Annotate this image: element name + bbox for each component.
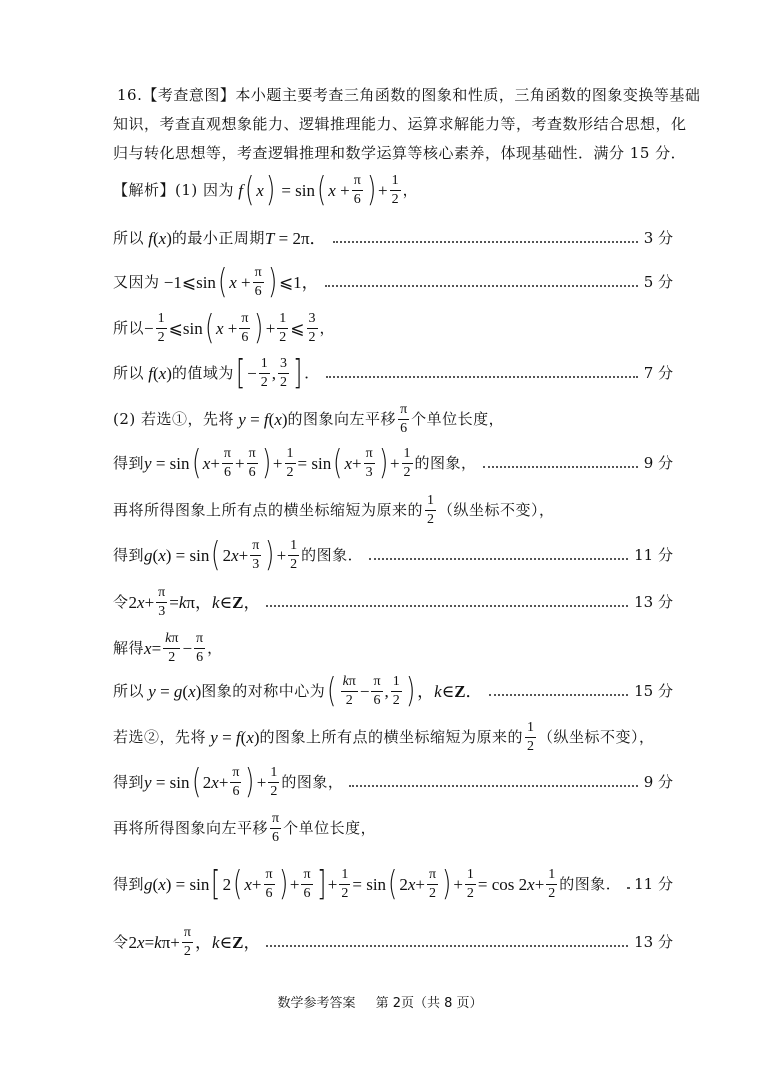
intro-line-2: 知识，考查直观想象能力、逻辑推理能力、运算求解能力等，考查数形结合思想，化 bbox=[113, 115, 687, 133]
step-14-suffix: 的图象， bbox=[281, 772, 344, 791]
step-17-label: 令 bbox=[113, 932, 129, 951]
step-12: 所以 y = g ( x ) 图象的对称中心为 ( $\frac{k\pi}{2}$ − $\frac{\pi}{6}$ , $\frac{1}{2}$ ) ， k ∈Z． 15 分 bbox=[113, 670, 673, 711]
step-10-label: 令 bbox=[113, 592, 129, 611]
score-15: 15 分 bbox=[634, 681, 673, 700]
step-12-text: 图象的对称中心为 bbox=[201, 681, 326, 700]
dot-leader bbox=[483, 466, 638, 468]
score-11b: 11 分 bbox=[634, 874, 673, 893]
score-9b: 9 分 bbox=[643, 772, 673, 791]
step-6-label: (2) 若选①，先将 bbox=[113, 409, 235, 428]
step-16: 得到 g ( x ) = sin [ 2 ( x + $\frac{\pi}{6}$ ) + $\frac{\pi}{6}$ ] + $\frac{1}{2}$ = sin ( 2 x + $\frac{\pi}{2}$ ) + $\frac{1}{2}$ = cos 2 x + $\frac{1}{2}$ 的图象． 11 分 bbox=[113, 863, 673, 904]
step-2-text: 的最小正周期 bbox=[171, 228, 265, 247]
step-2-label: 所以 bbox=[113, 228, 145, 247]
dot-leader bbox=[333, 241, 638, 243]
dot-leader bbox=[326, 376, 638, 378]
step-13-suffix: （纵坐标不变）， bbox=[538, 727, 655, 746]
step-16-label: 得到 bbox=[113, 874, 145, 893]
step-9: 得到 g ( x ) = sin ( 2 x + $\frac{\pi}{3}$ ) + $\frac{1}{2}$ 的图象． 11 分 bbox=[113, 534, 673, 575]
step-13-text: 的图象上所有点的横坐标缩短为原来的 bbox=[259, 727, 524, 746]
step-9-suffix: 的图象． bbox=[301, 545, 364, 564]
step-10: 令 2 x + $\frac{\pi}{3}$ = k π， k ∈Z， 13 分 bbox=[113, 585, 673, 619]
step-4-label: 所以 bbox=[113, 318, 145, 337]
score-13: 13 分 bbox=[634, 592, 673, 611]
intro-line-1: 16.【考查意图】本小题主要考查三角函数的图象和性质，三角函数的图象变换等基础 bbox=[117, 86, 701, 104]
dot-leader bbox=[325, 285, 638, 287]
dot-leader bbox=[266, 945, 628, 947]
step-3-label: 又因为 bbox=[113, 272, 160, 291]
step-8: 再将所得图象上所有点的横坐标缩短为原来的 $\frac{1}{2}$ （纵坐标不变）， bbox=[113, 493, 555, 527]
score-5: 5 分 bbox=[643, 272, 673, 291]
step-1: 【解析】(1) 因为 f ( x ) = sin ( x + $\frac{\pi}{6}$ ) + $\frac{1}{2}$ ， bbox=[113, 169, 419, 210]
step-8-suffix: （纵坐标不变）， bbox=[438, 500, 555, 519]
dot-leader bbox=[369, 558, 628, 560]
step-15-suffix: 个单位长度， bbox=[283, 818, 377, 837]
dot-leader bbox=[489, 694, 629, 696]
score-9: 9 分 bbox=[643, 453, 673, 472]
score-11: 11 分 bbox=[634, 545, 673, 564]
step-15: 再将所得图象向左平移 $\frac{\pi}{6}$ 个单位长度， bbox=[113, 811, 377, 845]
step-3: 又因为 −1⩽sin ( x + $\frac{\pi}{6}$ ) ⩽1， 5 分 bbox=[113, 261, 673, 302]
step-14-label: 得到 bbox=[113, 772, 145, 791]
intro-line-3: 归与转化思想等，考查逻辑推理和数学运算等核心素养，体现基础性．满分 15 分． bbox=[113, 144, 687, 162]
step-13-label: 若选②，先将 bbox=[113, 727, 207, 746]
footer-title: 数学参考答案 bbox=[277, 996, 356, 1011]
step-16-suffix: 的图象． bbox=[559, 874, 622, 893]
step-14: 得到 y = sin ( 2 x + $\frac{\pi}{6}$ ) + $\frac{1}{2}$ 的图象， 9 分 bbox=[113, 761, 673, 802]
step-11: 解得 x = $\frac{k\pi}{2}$ − $\frac{\pi}{6}$ ， bbox=[113, 631, 223, 665]
formula-f-def: f bbox=[234, 180, 244, 200]
score-3: 3 分 bbox=[643, 228, 673, 247]
step-7-label: 得到 bbox=[113, 453, 145, 472]
step-1-label: 【解析】(1) 因为 bbox=[113, 180, 235, 199]
step-7: 得到 y = sin ( x + $\frac{\pi}{6}$ + $\frac{\pi}{6}$ ) + $\frac{1}{2}$ = sin ( x + $\frac{\pi}{3}$ ) + $\frac{1}{2}$ 的图象， 9 分 bbox=[113, 442, 673, 483]
step-9-label: 得到 bbox=[113, 545, 145, 564]
step-15-text: 再将所得图象向左平移 bbox=[113, 818, 269, 837]
step-4: 所以 − $\frac{1}{2}$ ⩽sin ( x + $\frac{\pi}{6}$ ) + $\frac{1}{2}$ ⩽ $\frac{3}{2}$ ， bbox=[113, 307, 336, 348]
step-11-label: 解得 bbox=[113, 638, 145, 657]
score-13b: 13 分 bbox=[634, 932, 673, 951]
step-17: 令 2 x = k π+ $\frac{\pi}{2}$ ， k ∈Z， 13 分 bbox=[113, 925, 673, 959]
dot-leader bbox=[266, 605, 628, 607]
step-8-text: 再将所得图象上所有点的横坐标缩短为原来的 bbox=[113, 500, 424, 519]
step-7-suffix: 的图象， bbox=[414, 453, 477, 472]
step-6: (2) 若选①，先将 y = f ( x ) 的图象向左平移 $\frac{\pi}{6}$ 个单位长度， bbox=[113, 402, 505, 436]
dot-leader bbox=[627, 887, 628, 889]
page-footer bbox=[0, 992, 760, 1011]
step-6-text: 的图象向左平移 bbox=[287, 409, 397, 428]
step-12-label: 所以 bbox=[113, 681, 145, 700]
step-5-text: 的值域为 bbox=[171, 363, 234, 382]
dot-leader bbox=[349, 785, 637, 787]
footer-page-number: 第 2页（共 8 页） bbox=[375, 996, 483, 1011]
step-6-suffix: 个单位长度， bbox=[411, 409, 505, 428]
step-5-label: 所以 bbox=[113, 363, 145, 382]
step-13: 若选②，先将 y = f ( x ) 的图象上所有点的横坐标缩短为原来的 $\frac{1}{2}$ （纵坐标不变）， bbox=[113, 720, 655, 754]
step-2: 所以 f ( x ) 的最小正周期 T = 2π． 3 分 bbox=[113, 228, 673, 248]
score-7: 7 分 bbox=[643, 363, 673, 382]
step-5: 所以 f ( x ) 的值域为 [ − $\frac{1}{2}$ , $\frac{3}{2}$ ] ． 7 分 bbox=[113, 352, 673, 393]
